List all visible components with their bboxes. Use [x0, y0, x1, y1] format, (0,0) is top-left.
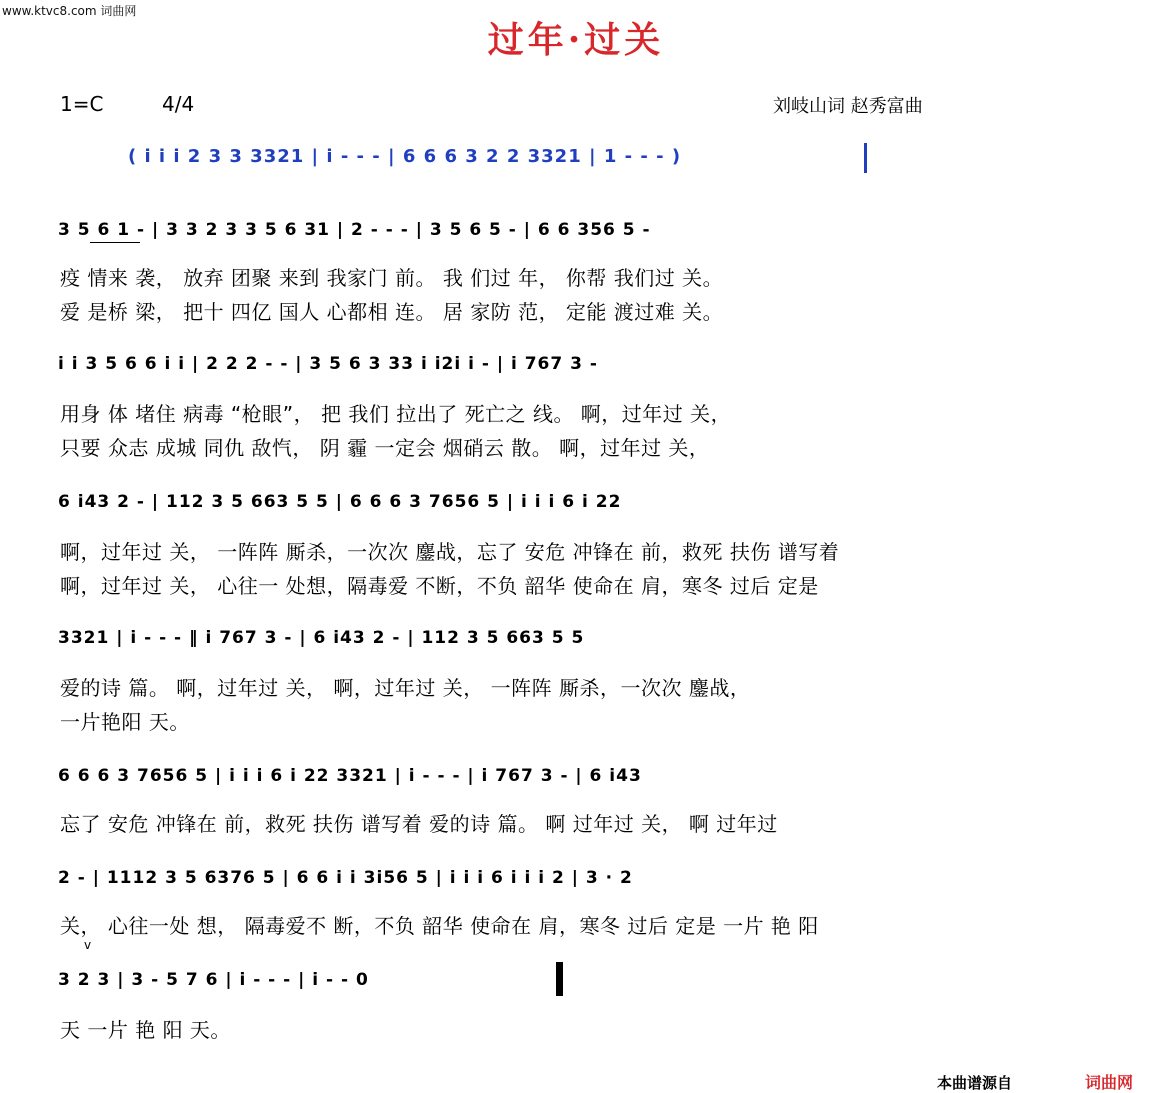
system-7-lyrics: 天 一片 艳 阳 天。: [60, 1018, 231, 1042]
intro-end-bar: [864, 143, 867, 173]
system-3-lyrics-verse-2: 啊，过年过 关， 心往一 处想，隔毒爱 不断，不负 韶华 使命在 肩，寒冬 过后 定是: [60, 574, 819, 598]
underline: [90, 242, 140, 243]
time-signature: 4/4: [162, 92, 195, 116]
system-6-lyrics: 关， 心往一处 想， 隔毒爱不 断，不负 韶华 使命在 肩，寒冬 过后 定是 一片 艳 阳: [60, 914, 819, 938]
system-1-lyrics-verse-1: 疫 情来 袭， 放弃 团聚 来到 我家门 前。 我 们过 年， 你帮 我们过 关。: [60, 266, 724, 290]
system-2-lyrics-verse-2: 只要 众志 成城 同仇 敌忾， 阴 霾 一定会 烟硝云 散。 啊，过年过 关，: [60, 436, 710, 460]
system-3-notation: 6 i43 2 - | 112 3 5 663 5 5 | 6 6 6 3 7656 5 | i i i 6 i 22: [58, 492, 622, 512]
footer-source-text: 本曲谱源自: [937, 1074, 1013, 1092]
system-5-notation: 6 6 6 3 7656 5 | i i i 6 i 22 3321 | i - - - | i 767 3 - | 6 i43: [58, 766, 642, 786]
system-4-notation: 3321 | i - - - ‖ i 767 3 - | 6 i43 2 - | 112 3 5 663 5 5: [58, 628, 585, 648]
system-4-lyrics-verse-2: 一片艳阳 天。: [60, 710, 190, 734]
system-2-lyrics-verse-1: 用身 体 堵住 病毒 “枪眼”， 把 我们 拉出了 死亡之 线。 啊，过年过 关，: [60, 402, 732, 426]
system-3-lyrics-verse-1: 啊，过年过 关， 一阵阵 厮杀，一次次 鏖战，忘了 安危 冲锋在 前，救死 扶伤 谱写着: [60, 540, 840, 564]
key-signature: 1=C: [60, 92, 104, 116]
breath-mark: v: [84, 938, 92, 952]
system-2-notation: i i 3 5 6 6 i i | 2 2 2 - - | 3 5 6 3 33 i i2i i - | i 767 3 -: [58, 354, 598, 374]
system-5-lyrics: 忘了 安危 冲锋在 前，救死 扶伤 谱写着 爱的诗 篇。 啊 过年过 关， 啊 过年过: [60, 812, 778, 836]
system-4-lyrics-verse-1: 爱的诗 篇。 啊，过年过 关， 啊，过年过 关， 一阵阵 厮杀，一次次 鏖战，: [60, 676, 751, 700]
system-1-notation: 3 5 6 1 - | 3 3 2 3 3 5 6 31 | 2 - - - | 3 5 6 5 - | 6 6 356 5 -: [58, 220, 651, 240]
intro-notation: ( i i i 2 3 3 3321 | i - - - | 6 6 6 3 2 2 3321 | 1 - - - ): [128, 146, 682, 167]
system-1-lyrics-verse-2: 爱 是桥 梁， 把十 四亿 国人 心都相 连。 居 家防 范， 定能 渡过难 关。: [60, 300, 724, 324]
credits: 刘岐山词 赵秀富曲: [773, 96, 923, 117]
watermark: www.ktvc8.com 词曲网: [2, 4, 137, 18]
system-7-notation: 3 2 3 | 3 - 5 7 6 | i - - - | i - - 0: [58, 970, 369, 990]
final-barline: [556, 962, 563, 996]
footer-logo: 词曲网: [1085, 1073, 1134, 1092]
page-title: 过年·过关: [487, 19, 665, 61]
system-6-notation: 2 - | 1112 3 5 6376 5 | 6 6 i i 3i56 5 | i i i 6 i i i 2 | 3 · 2: [58, 868, 633, 888]
